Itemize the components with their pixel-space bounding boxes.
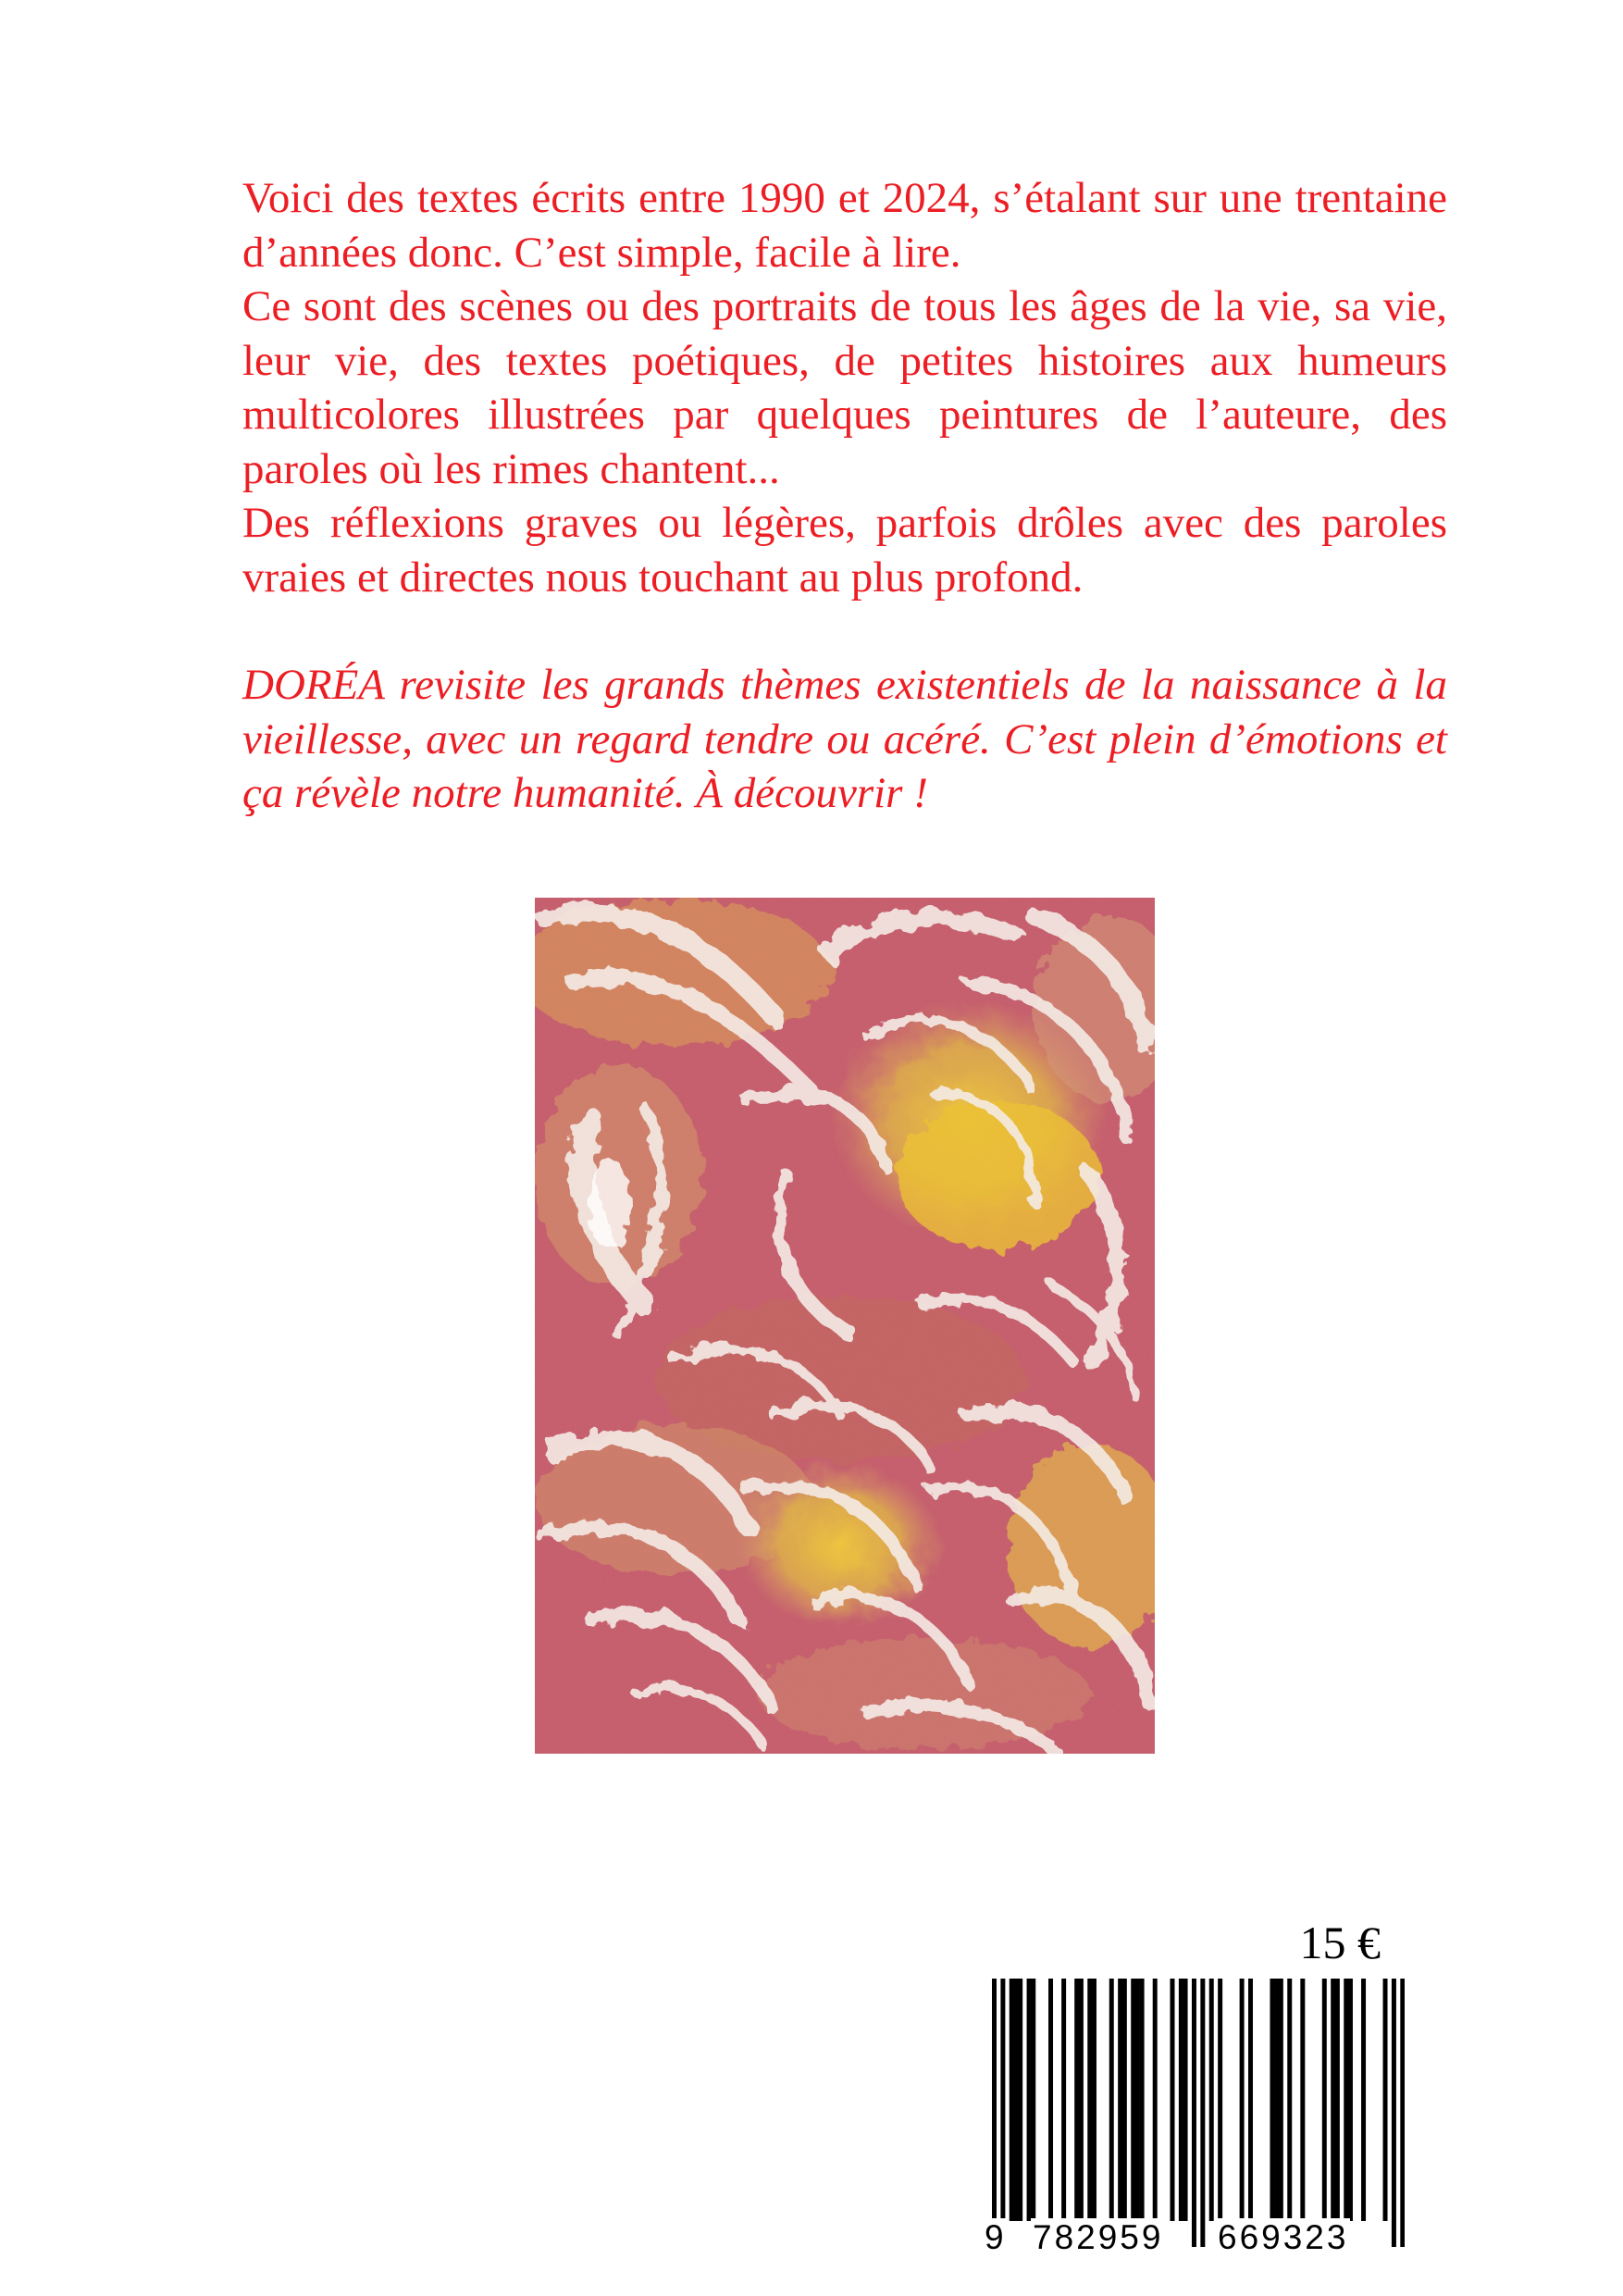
blurb-italic-paragraph: DORÉA revisite les grands thèmes existentiels de la naissance à la vieillesse, avec un regard tendre ou acéré. C’est plein d’émotions et ça révèle notre humanité. À découvrir ! bbox=[242, 661, 1447, 817]
barcode-bar bbox=[1240, 1979, 1245, 2221]
barcode-bar bbox=[1140, 1979, 1145, 2221]
blurb-paragraph-1: Voici des textes écrits entre 1990 et 2024, s’étalant sur une trentaine d’années donc. C’est simple, facile à lire. bbox=[242, 174, 1447, 277]
barcode-bar bbox=[1274, 1979, 1279, 2221]
barcode-bar bbox=[1087, 1979, 1092, 2221]
isbn-left-group: 782959 bbox=[1033, 2218, 1164, 2256]
barcode-bar bbox=[1048, 1979, 1053, 2221]
back-cover-blurb bbox=[242, 171, 1447, 821]
barcode-bar bbox=[1348, 1979, 1353, 2221]
barcode-bar bbox=[1344, 1979, 1348, 2221]
barcode-bar bbox=[1400, 1979, 1405, 2247]
barcode-bar bbox=[1131, 1979, 1135, 2221]
blurb-paragraph-3: Des réflexions graves ou légères, parfois drôles avec des paroles vraies et directes nous touchant au plus profond. bbox=[242, 499, 1447, 602]
barcode-bar bbox=[1179, 1979, 1183, 2221]
barcode-bar bbox=[1118, 1979, 1122, 2221]
isbn-lead-digit: 9 bbox=[985, 2218, 1004, 2256]
barcode-bar bbox=[1092, 1979, 1096, 2221]
barcode-bar bbox=[1209, 1979, 1214, 2221]
isbn-right-group: 669323 bbox=[1218, 2218, 1349, 2256]
barcode-bar bbox=[1248, 1979, 1253, 2221]
barcode-bar bbox=[1335, 1979, 1340, 2221]
barcode-bar bbox=[1361, 1979, 1366, 2221]
barcode-bar bbox=[1392, 1979, 1396, 2247]
barcode-bar bbox=[1061, 1979, 1066, 2221]
barcode-bar bbox=[1300, 1979, 1305, 2221]
barcode-bar bbox=[1079, 1979, 1084, 2221]
barcode-bar bbox=[1279, 1979, 1283, 2221]
barcode-bar bbox=[1135, 1979, 1140, 2221]
barcode-bar bbox=[1200, 1979, 1205, 2247]
barcode-bar bbox=[1109, 1979, 1114, 2221]
barcode-bar bbox=[1331, 1979, 1335, 2221]
isbn-barcode bbox=[992, 1979, 1405, 2247]
barcode-bar bbox=[1383, 1979, 1388, 2221]
barcode-bar bbox=[1218, 1979, 1222, 2221]
barcode-bar bbox=[1018, 1979, 1022, 2221]
barcode-bar bbox=[1122, 1979, 1127, 2221]
price-label: 15 € bbox=[1299, 1917, 1381, 1968]
barcode-bar bbox=[1074, 1979, 1079, 2221]
barcode-bar bbox=[1270, 1979, 1274, 2221]
blurb-paragraph-2: Ce sont des scènes ou des portraits de tous les âges de la vie, sa vie, leur vie, des textes poétiques, de petites histoires aux humeurs multicolores illustrées par quelques peintures de l’auteure, des paroles où les rimes chantent... bbox=[242, 282, 1447, 493]
barcode-bar bbox=[1010, 1979, 1014, 2221]
barcode-bar bbox=[1170, 1979, 1174, 2221]
barcode-bar bbox=[1153, 1979, 1158, 2221]
barcode-bar bbox=[1183, 1979, 1188, 2221]
isbn-digits bbox=[983, 2218, 1408, 2259]
barcode-bar bbox=[1287, 1979, 1292, 2221]
barcode-bar bbox=[1322, 1979, 1327, 2221]
barcode-bar bbox=[992, 1979, 997, 2247]
barcode-bar bbox=[1000, 1979, 1005, 2247]
barcode-bar bbox=[1027, 1979, 1032, 2221]
barcode-bar bbox=[1031, 1979, 1035, 2221]
barcode-bar bbox=[1013, 1979, 1018, 2221]
barcode-bar bbox=[1192, 1979, 1196, 2247]
abstract-painting-image bbox=[535, 898, 1155, 1754]
